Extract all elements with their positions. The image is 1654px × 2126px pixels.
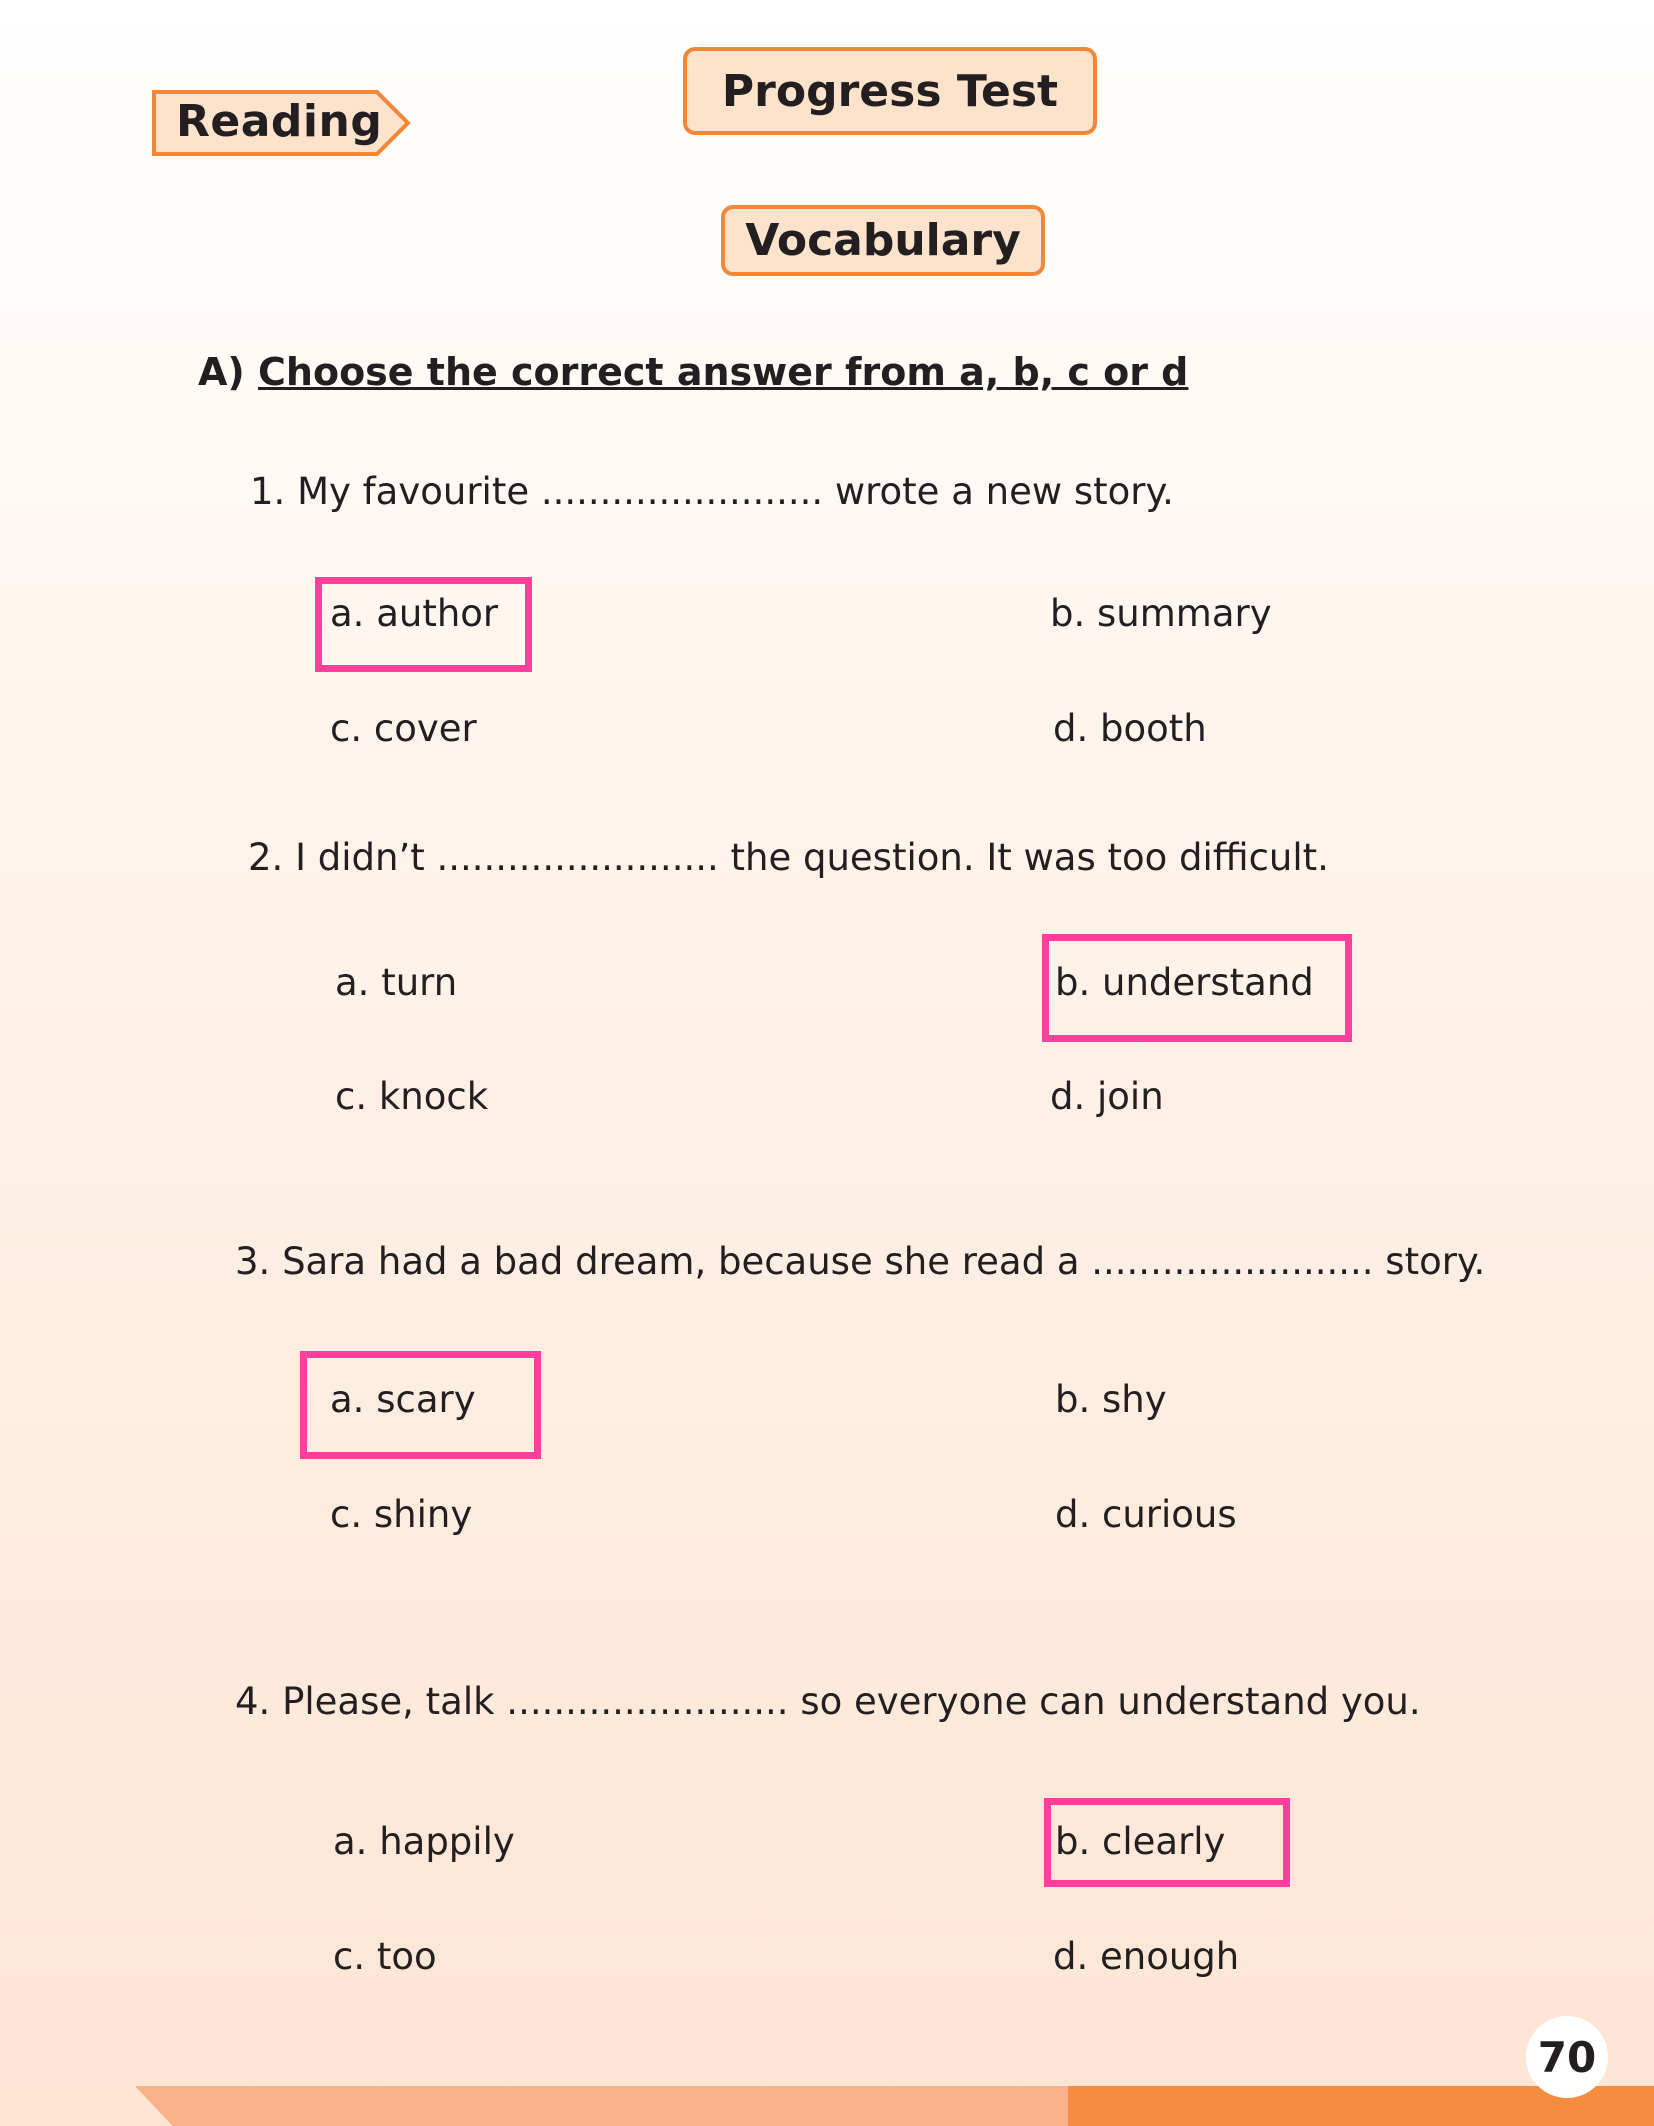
question-4-option-b[interactable]: b. clearly [1055,1820,1226,1863]
page-title-label: Progress Test [721,65,1059,117]
question-2-option-b[interactable]: b. understand [1055,961,1314,1004]
question-4-option-d[interactable]: d. enough [1053,1935,1240,1978]
section-subtitle [721,205,1045,276]
instruction-text: Choose the correct answer from a, b, c or d [258,350,1189,394]
question-4-option-c[interactable]: c. too [333,1935,437,1978]
question-2-option-d[interactable]: d. join [1050,1075,1164,1118]
page-number-label: 70 [1537,2032,1597,2082]
question-2-option-c[interactable]: c. knock [335,1075,489,1118]
question-4-text: 4. Please, talk ........................ so everyone can understand you. [235,1680,1421,1723]
question-3-option-c[interactable]: c. shiny [330,1493,473,1536]
section-tag-label: Reading [176,96,383,147]
footer-bar-light [135,2086,1075,2126]
question-4-option-a[interactable]: a. happily [333,1820,515,1863]
question-1-option-c[interactable]: c. cover [330,707,477,750]
page-number [1526,2016,1608,2098]
instruction-prefix: A) [198,350,245,394]
question-1-option-b[interactable]: b. summary [1050,592,1272,635]
question-3-option-d[interactable]: d. curious [1055,1493,1237,1536]
question-3-option-a[interactable]: a. scary [330,1378,476,1421]
question-3-text: 3. Sara had a bad dream, because she read a ........................ story. [235,1240,1486,1283]
question-1-option-d[interactable]: d. booth [1053,707,1207,750]
page-title [683,47,1097,135]
question-2-text: 2. I didn’t ........................ the question. It was too difficult. [248,836,1329,879]
section-tag-reading [152,90,412,156]
instruction [198,350,1188,394]
question-1-text: 1. My favourite ........................ wrote a new story. [250,470,1174,513]
section-subtitle-label: Vocabulary [745,215,1021,266]
question-1-option-a[interactable]: a. author [330,592,499,635]
question-3-option-b[interactable]: b. shy [1055,1378,1167,1421]
question-2-option-a[interactable]: a. turn [335,961,458,1004]
